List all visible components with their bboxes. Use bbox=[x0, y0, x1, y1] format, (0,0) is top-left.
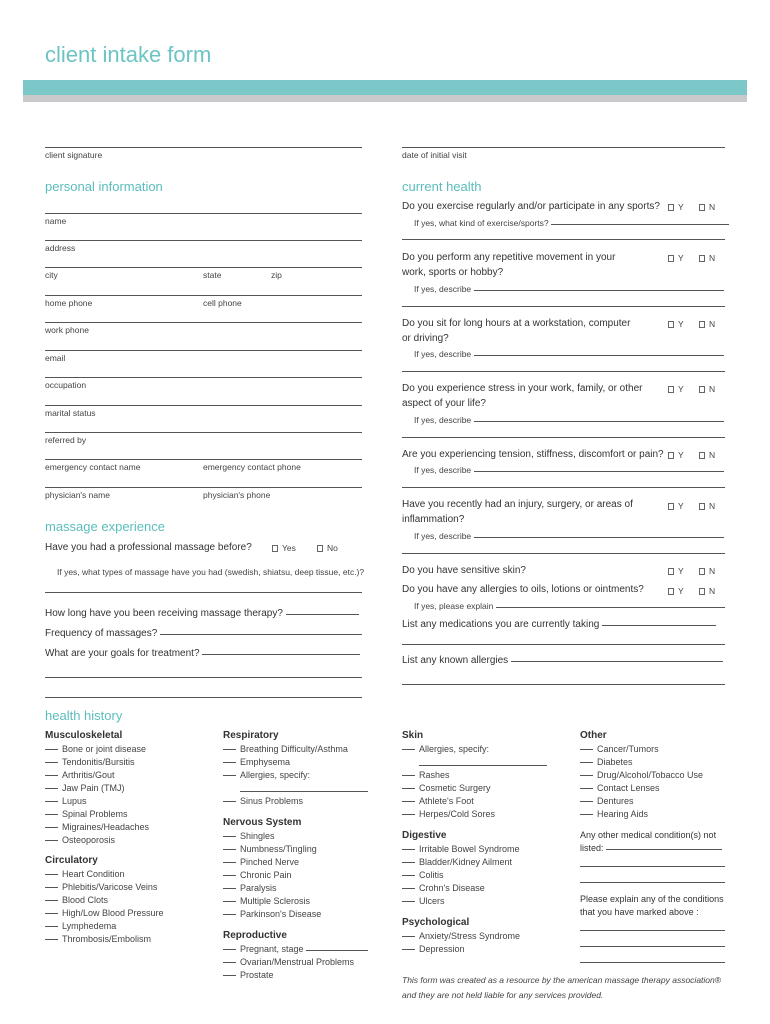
oil-allergy-explain-field[interactable] bbox=[496, 607, 725, 608]
allergies-line-2[interactable] bbox=[402, 684, 725, 685]
medications-line-2[interactable] bbox=[402, 644, 725, 645]
stress-describe-field[interactable] bbox=[474, 421, 724, 422]
sitting-describe: If yes, describe bbox=[414, 349, 724, 359]
allergies-question: List any known allergies bbox=[402, 653, 723, 668]
zip-label: zip bbox=[271, 270, 282, 280]
medications-question: List any medications you are currently taking bbox=[402, 617, 716, 632]
checkbox-icon bbox=[668, 321, 674, 328]
skin-list bbox=[402, 769, 495, 821]
client-signature-label: client signature bbox=[45, 150, 103, 160]
marital-status-label: marital status bbox=[45, 408, 96, 418]
reproductive-list bbox=[223, 943, 368, 982]
email-field[interactable] bbox=[45, 350, 362, 351]
treatment-goals-line-3[interactable] bbox=[45, 697, 362, 698]
exercise-kind-question: If yes, what kind of exercise/sports? bbox=[414, 218, 729, 228]
checkbox-icon bbox=[317, 545, 323, 552]
list-item[interactable]: Multiple Sclerosis bbox=[223, 895, 321, 908]
list-item[interactable]: Paralysis bbox=[223, 882, 321, 895]
stress-line-2[interactable] bbox=[402, 437, 725, 438]
footer-disclaimer: This form was created as a resource by the american massage therapy association® and they are not held liable for any services provided. bbox=[402, 975, 722, 1000]
explain-line-1[interactable] bbox=[580, 930, 725, 931]
stress-question: Do you experience stress in your work, family, or other aspect of your life? bbox=[402, 383, 643, 409]
list-item[interactable]: Cancer/Tumors bbox=[580, 743, 703, 756]
massage-types-question: If yes, what types of massage have you had (swedish, shiatsu, deep tissue, etc.)? bbox=[57, 567, 365, 577]
list-item[interactable]: Depression bbox=[402, 943, 520, 956]
physician-field[interactable] bbox=[45, 487, 362, 488]
checkbox-icon bbox=[668, 386, 674, 393]
digestive-heading: Digestive bbox=[402, 830, 447, 841]
other-heading: Other bbox=[580, 730, 607, 741]
allergies-field[interactable] bbox=[511, 661, 723, 662]
exercise-question: Do you exercise regularly and/or participate in any sports? bbox=[402, 201, 660, 212]
list-item[interactable]: Shingles bbox=[223, 830, 321, 843]
stress-yes[interactable]: Y bbox=[668, 384, 684, 394]
explain-line-3[interactable] bbox=[580, 962, 725, 963]
massage-frequency-question: Frequency of massages? bbox=[45, 626, 362, 641]
injury-line-2[interactable] bbox=[402, 553, 725, 554]
reproductive-heading: Reproductive bbox=[223, 930, 287, 941]
repetitive-describe: If yes, describe bbox=[414, 284, 724, 294]
state-label: state bbox=[203, 270, 222, 280]
pain-question: Are you experiencing tension, stiffness, discomfort or pain? bbox=[402, 449, 664, 460]
city-label: city bbox=[45, 270, 58, 280]
checkbox-icon bbox=[699, 321, 705, 328]
occupation-field[interactable] bbox=[45, 377, 362, 378]
list-item[interactable]: Ovarian/Menstrual Problems bbox=[223, 956, 368, 969]
marital-status-field[interactable] bbox=[45, 405, 362, 406]
list-item[interactable]: Irritable Bowel Syndrome bbox=[402, 843, 520, 856]
name-field[interactable] bbox=[45, 213, 362, 214]
checkbox-icon bbox=[272, 545, 278, 552]
repetitive-yes[interactable]: Y bbox=[668, 253, 684, 263]
list-item[interactable]: Bone or joint disease bbox=[45, 743, 149, 756]
list-item[interactable]: Chronic Pain bbox=[223, 869, 321, 882]
repetitive-no[interactable]: N bbox=[699, 253, 715, 263]
list-item[interactable]: Allergies, specify: bbox=[223, 769, 348, 782]
list-item[interactable]: Spinal Problems bbox=[45, 808, 149, 821]
pain-describe: If yes, describe bbox=[414, 465, 724, 475]
cell-phone-label: cell phone bbox=[203, 298, 242, 308]
skin-allergies-field[interactable] bbox=[419, 765, 547, 766]
home-phone-label: home phone bbox=[45, 298, 93, 308]
list-item[interactable]: Hearing Aids bbox=[580, 808, 703, 821]
massage-experience-heading: massage experience bbox=[45, 519, 165, 534]
list-item[interactable]: Arthritis/Gout bbox=[45, 769, 149, 782]
exercise-kind-line-2[interactable] bbox=[402, 239, 725, 240]
date-initial-visit-label: date of initial visit bbox=[402, 150, 467, 160]
psychological-list bbox=[402, 930, 520, 956]
massage-duration-field[interactable] bbox=[286, 614, 359, 615]
oil-allergy-yes[interactable]: Y bbox=[668, 586, 684, 596]
sitting-no[interactable]: N bbox=[699, 319, 715, 329]
respiratory-list bbox=[223, 743, 348, 782]
repetitive-describe-field[interactable] bbox=[474, 290, 724, 291]
checkbox-icon bbox=[668, 568, 674, 575]
sitting-yes[interactable]: Y bbox=[668, 319, 684, 329]
list-item[interactable]: Numbness/Tingling bbox=[223, 843, 321, 856]
injury-question: Have you recently had an injury, surgery, or areas of inflammation? bbox=[402, 499, 633, 525]
list-item[interactable]: Jaw Pain (TMJ) bbox=[45, 782, 149, 795]
list-item[interactable]: Pregnant, stage bbox=[223, 943, 368, 956]
checkbox-icon bbox=[699, 452, 705, 459]
psychological-heading: Psychological bbox=[402, 917, 470, 928]
checkbox-icon bbox=[699, 386, 705, 393]
injury-no[interactable]: N bbox=[699, 501, 715, 511]
massage-types-field[interactable] bbox=[45, 592, 362, 593]
pain-line-2[interactable] bbox=[402, 487, 725, 488]
treatment-goals-field[interactable] bbox=[202, 654, 360, 655]
stress-describe: If yes, describe bbox=[414, 415, 724, 425]
list-item[interactable]: Rashes bbox=[402, 769, 495, 782]
list-item[interactable]: Anxiety/Stress Syndrome bbox=[402, 930, 520, 943]
checkbox-icon bbox=[668, 503, 674, 510]
list-item[interactable]: Herpes/Cold Sores bbox=[402, 808, 495, 821]
nervous-system-heading: Nervous System bbox=[223, 817, 302, 828]
checkbox-icon bbox=[699, 568, 705, 575]
list-item[interactable]: Prostate bbox=[223, 969, 368, 982]
circulatory-list bbox=[45, 868, 164, 946]
sitting-question: Do you sit for long hours at a workstation, computer or driving? bbox=[402, 318, 631, 344]
list-item[interactable]: Crohn's Disease bbox=[402, 882, 520, 895]
exercise-yes[interactable]: Y bbox=[668, 202, 684, 212]
massage-frequency-field[interactable] bbox=[160, 634, 362, 635]
injury-describe-field[interactable] bbox=[474, 537, 724, 538]
sensitive-skin-question: Do you have sensitive skin? bbox=[402, 565, 526, 576]
list-item[interactable]: High/Low Blood Pressure bbox=[45, 907, 164, 920]
sensitive-skin-yes[interactable]: Y bbox=[668, 566, 684, 576]
list-item[interactable]: Diabetes bbox=[580, 756, 703, 769]
emergency-name-label: emergency contact name bbox=[45, 462, 141, 472]
respiratory-list-more bbox=[223, 795, 303, 808]
emergency-phone-label: emergency contact phone bbox=[203, 462, 301, 472]
list-item[interactable]: Colitis bbox=[402, 869, 520, 882]
list-item[interactable]: Breathing Difficulty/Asthma bbox=[223, 743, 348, 756]
pregnant-stage-field[interactable] bbox=[306, 950, 368, 951]
date-initial-visit-line[interactable] bbox=[402, 147, 725, 148]
work-phone-field[interactable] bbox=[45, 322, 362, 323]
musculoskeletal-heading: Musculoskeletal bbox=[45, 730, 123, 741]
list-item[interactable]: Allergies, specify: bbox=[402, 743, 489, 756]
emergency-contact-field[interactable] bbox=[45, 459, 362, 460]
list-item[interactable]: Emphysema bbox=[223, 756, 348, 769]
list-item[interactable]: Lymphedema bbox=[45, 920, 164, 933]
list-item[interactable]: Thrombosis/Embolism bbox=[45, 933, 164, 946]
injury-describe: If yes, describe bbox=[414, 531, 724, 541]
phone-field[interactable] bbox=[45, 295, 362, 296]
sitting-describe-field[interactable] bbox=[474, 355, 724, 356]
respiratory-allergies-field[interactable] bbox=[240, 791, 368, 792]
physician-phone-label: physician's phone bbox=[203, 490, 271, 500]
circulatory-heading: Circulatory bbox=[45, 855, 98, 866]
massage-duration-question: How long have you been receiving massage therapy? bbox=[45, 606, 359, 621]
email-label: email bbox=[45, 353, 66, 363]
skin-list-first bbox=[402, 743, 489, 756]
exercise-no[interactable]: N bbox=[699, 202, 715, 212]
list-item[interactable]: Dentures bbox=[580, 795, 703, 808]
skin-heading: Skin bbox=[402, 730, 424, 741]
pain-yes[interactable]: Y bbox=[668, 450, 684, 460]
massage-before-question: Have you had a professional massage before? bbox=[45, 542, 252, 553]
other-conditions-line-2[interactable] bbox=[580, 866, 725, 867]
list-item[interactable]: Ulcers bbox=[402, 895, 520, 908]
oil-allergy-no[interactable]: N bbox=[699, 586, 715, 596]
other-conditions-prompt: Any other medical condition(s) not listed: bbox=[580, 829, 722, 855]
list-item[interactable]: Contact Lenses bbox=[580, 782, 703, 795]
occupation-label: occupation bbox=[45, 380, 87, 390]
checkbox-icon bbox=[668, 204, 674, 211]
musculoskeletal-list bbox=[45, 743, 149, 847]
health-history-heading: health history bbox=[45, 708, 123, 723]
list-item[interactable]: Drug/Alcohol/Tobacco Use bbox=[580, 769, 703, 782]
medications-field[interactable] bbox=[602, 625, 716, 626]
header-band bbox=[23, 80, 747, 95]
checkbox-icon bbox=[668, 255, 674, 262]
injury-yes[interactable]: Y bbox=[668, 501, 684, 511]
treatment-goals-line-2[interactable] bbox=[45, 677, 362, 678]
list-item[interactable]: Bladder/Kidney Ailment bbox=[402, 856, 520, 869]
header-band-shadow bbox=[23, 95, 747, 102]
explain-conditions-prompt: Please explain any of the conditions that you have marked above : bbox=[580, 894, 724, 917]
client-signature-line[interactable] bbox=[45, 147, 362, 148]
checkbox-icon bbox=[699, 204, 705, 211]
referred-by-field[interactable] bbox=[45, 432, 362, 433]
current-health-heading: current health bbox=[402, 179, 482, 194]
list-item[interactable]: Migraines/Headaches bbox=[45, 821, 149, 834]
pain-no[interactable]: N bbox=[699, 450, 715, 460]
other-conditions-field[interactable] bbox=[606, 849, 722, 850]
exercise-kind-field[interactable] bbox=[551, 224, 729, 225]
respiratory-heading: Respiratory bbox=[223, 730, 279, 741]
explain-line-2[interactable] bbox=[580, 946, 725, 947]
form-title: client intake form bbox=[45, 42, 212, 67]
checkbox-icon bbox=[699, 255, 705, 262]
list-item[interactable]: Sinus Problems bbox=[223, 795, 303, 808]
oil-allergy-explain: If yes, please explain bbox=[414, 601, 725, 611]
oil-allergy-question: Do you have any allergies to oils, lotions or ointments? bbox=[402, 584, 644, 595]
stress-no[interactable]: N bbox=[699, 384, 715, 394]
checkbox-icon bbox=[699, 503, 705, 510]
sensitive-skin-no[interactable]: N bbox=[699, 566, 715, 576]
massage-before-no[interactable]: No bbox=[317, 543, 338, 553]
address-field[interactable] bbox=[45, 240, 362, 241]
other-conditions-line-3[interactable] bbox=[580, 882, 725, 883]
repetitive-line-2[interactable] bbox=[402, 306, 725, 307]
other-list bbox=[580, 743, 703, 821]
list-item[interactable]: Parkinson's Disease bbox=[223, 908, 321, 921]
treatment-goals-question: What are your goals for treatment? bbox=[45, 646, 360, 661]
physician-name-label: physician's name bbox=[45, 490, 110, 500]
work-phone-label: work phone bbox=[45, 325, 89, 335]
list-item[interactable]: Athlete's Foot bbox=[402, 795, 495, 808]
nervous-system-list bbox=[223, 830, 321, 921]
massage-before-yes[interactable]: Yes bbox=[272, 543, 296, 553]
checkbox-icon bbox=[699, 588, 705, 595]
address-label: address bbox=[45, 243, 76, 253]
pain-describe-field[interactable] bbox=[474, 471, 724, 472]
list-item[interactable]: Tendonitis/Bursitis bbox=[45, 756, 149, 769]
list-item[interactable]: Cosmetic Surgery bbox=[402, 782, 495, 795]
list-item[interactable]: Blood Clots bbox=[45, 894, 164, 907]
digestive-list bbox=[402, 843, 520, 908]
checkbox-icon bbox=[668, 452, 674, 459]
personal-info-heading: personal information bbox=[45, 179, 163, 194]
referred-by-label: referred by bbox=[45, 435, 87, 445]
list-item[interactable]: Osteoporosis bbox=[45, 834, 149, 847]
name-label: name bbox=[45, 216, 67, 226]
list-item[interactable]: Lupus bbox=[45, 795, 149, 808]
city-state-zip-field[interactable] bbox=[45, 267, 362, 268]
sitting-line-2[interactable] bbox=[402, 371, 725, 372]
list-item[interactable]: Heart Condition bbox=[45, 868, 164, 881]
repetitive-movement-question: Do you perform any repetitive movement in your work, sports or hobby? bbox=[402, 252, 616, 278]
list-item[interactable]: Pinched Nerve bbox=[223, 856, 321, 869]
list-item[interactable]: Phlebitis/Varicose Veins bbox=[45, 881, 164, 894]
checkbox-icon bbox=[668, 588, 674, 595]
